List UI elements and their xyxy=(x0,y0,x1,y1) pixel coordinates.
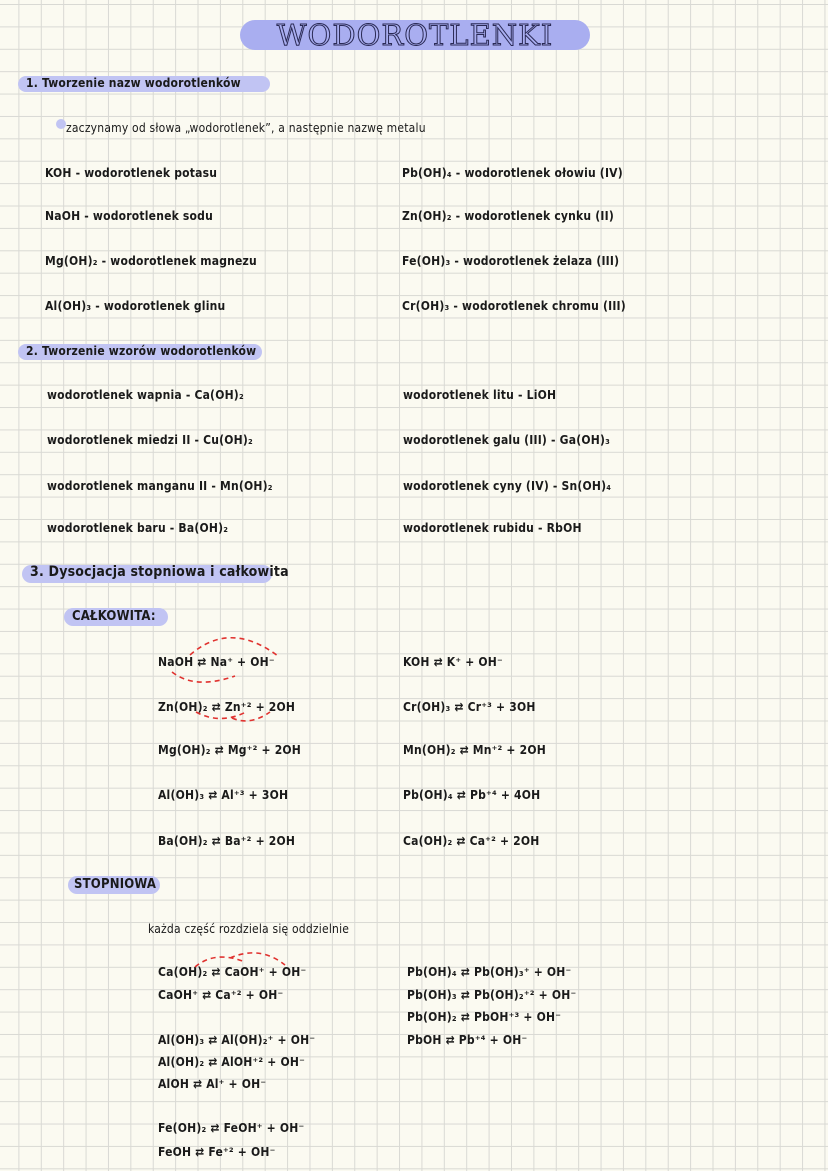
complete-equation: Ba(OH)₂ ⇄ Ba⁺² + 2OH xyxy=(158,834,296,848)
naming-row: Zn(OH)₂ - wodorotlenek cynku (II) xyxy=(402,209,614,223)
naming-row: Al(OH)₃ - wodorotlenek glinu xyxy=(45,299,226,313)
arrow-icon xyxy=(230,953,285,965)
stepwise-note: każda część rozdziela się oddzielnie xyxy=(148,922,350,936)
naming-row: KOH - wodorotlenek potasu xyxy=(45,166,218,180)
formula-row: wodorotlenek wapnia - Ca(OH)₂ xyxy=(47,388,244,402)
formula-row: wodorotlenek manganu II - Mn(OH)₂ xyxy=(47,479,273,493)
stepwise-equation: Fe(OH)₂ ⇄ FeOH⁺ + OH⁻ xyxy=(158,1121,305,1135)
complete-equation: Mn(OH)₂ ⇄ Mn⁺² + 2OH xyxy=(403,743,546,757)
stepwise-equation: Al(OH)₃ ⇄ Al(OH)₂⁺ + OH⁻ xyxy=(158,1033,316,1047)
complete-equation: Zn(OH)₂ ⇄ Zn⁺² + 2OH xyxy=(158,700,296,714)
stepwise-equation: Pb(OH)₄ ⇄ Pb(OH)₃⁺ + OH⁻ xyxy=(407,965,572,979)
complete-equation: KOH ⇄ K⁺ + OH⁻ xyxy=(403,655,503,669)
stepwise-equation: Ca(OH)₂ ⇄ CaOH⁺ + OH⁻ xyxy=(158,965,307,979)
arrow-icon xyxy=(172,672,235,682)
complete-label: CAŁKOWITA: xyxy=(72,609,156,624)
stepwise-equation: Al(OH)₂ ⇄ AlOH⁺² + OH⁻ xyxy=(158,1055,305,1069)
complete-equation: Ca(OH)₂ ⇄ Ca⁺² + 2OH xyxy=(403,834,540,848)
section-1-heading: 1. Tworzenie nazw wodorotlenków xyxy=(26,76,241,90)
formula-row: wodorotlenek miedzi II - Cu(OH)₂ xyxy=(47,433,253,447)
stepwise-equation: Pb(OH)₂ ⇄ PbOH⁺³ + OH⁻ xyxy=(407,1010,562,1024)
complete-equation: Pb(OH)₄ ⇄ Pb⁺⁴ + 4OH xyxy=(403,788,541,802)
arrow-icon xyxy=(190,638,278,656)
naming-row: Pb(OH)₄ - wodorotlenek ołowiu (IV) xyxy=(402,166,623,180)
formula-row: wodorotlenek baru - Ba(OH)₂ xyxy=(47,521,229,535)
stepwise-label: STOPNIOWA xyxy=(74,877,157,892)
formula-row: wodorotlenek cyny (IV) - Sn(OH)₄ xyxy=(403,479,612,493)
bullet-icon xyxy=(56,119,66,129)
section-2-heading: 2. Tworzenie wzorów wodorotlenków xyxy=(26,344,257,358)
page-title: WODOROTLENKI xyxy=(240,20,590,50)
stepwise-equation: PbOH ⇄ Pb⁺⁴ + OH⁻ xyxy=(407,1033,528,1047)
stepwise-equation: CaOH⁺ ⇄ Ca⁺² + OH⁻ xyxy=(158,988,284,1002)
naming-row: NaOH - wodorotlenek sodu xyxy=(45,209,213,223)
naming-row: Fe(OH)₃ - wodorotlenek żelaza (III) xyxy=(402,254,620,268)
naming-row: Mg(OH)₂ - wodorotlenek magnezu xyxy=(45,254,257,268)
section-3-heading: 3. Dysocjacja stopniowa i całkowita xyxy=(30,564,289,580)
formula-row: wodorotlenek galu (III) - Ga(OH)₃ xyxy=(403,433,611,447)
formula-row: wodorotlenek litu - LiOH xyxy=(403,388,557,402)
formula-row: wodorotlenek rubidu - RbOH xyxy=(403,521,582,535)
complete-equation: Mg(OH)₂ ⇄ Mg⁺² + 2OH xyxy=(158,743,302,757)
complete-equation: NaOH ⇄ Na⁺ + OH⁻ xyxy=(158,655,275,669)
stepwise-equation: AlOH ⇄ Al⁺ + OH⁻ xyxy=(158,1077,267,1091)
stepwise-equation: FeOH ⇄ Fe⁺² + OH⁻ xyxy=(158,1145,276,1159)
complete-equation: Al(OH)₃ ⇄ Al⁺³ + 3OH xyxy=(158,788,289,802)
complete-equation: Cr(OH)₃ ⇄ Cr⁺³ + 3OH xyxy=(403,700,536,714)
stepwise-equation: Pb(OH)₃ ⇄ Pb(OH)₂⁺² + OH⁻ xyxy=(407,988,577,1002)
section-1-note: zaczynamy od słowa „wodorotlenek”, a następnie nazwę metalu xyxy=(66,121,426,135)
naming-row: Cr(OH)₃ - wodorotlenek chromu (III) xyxy=(402,299,626,313)
